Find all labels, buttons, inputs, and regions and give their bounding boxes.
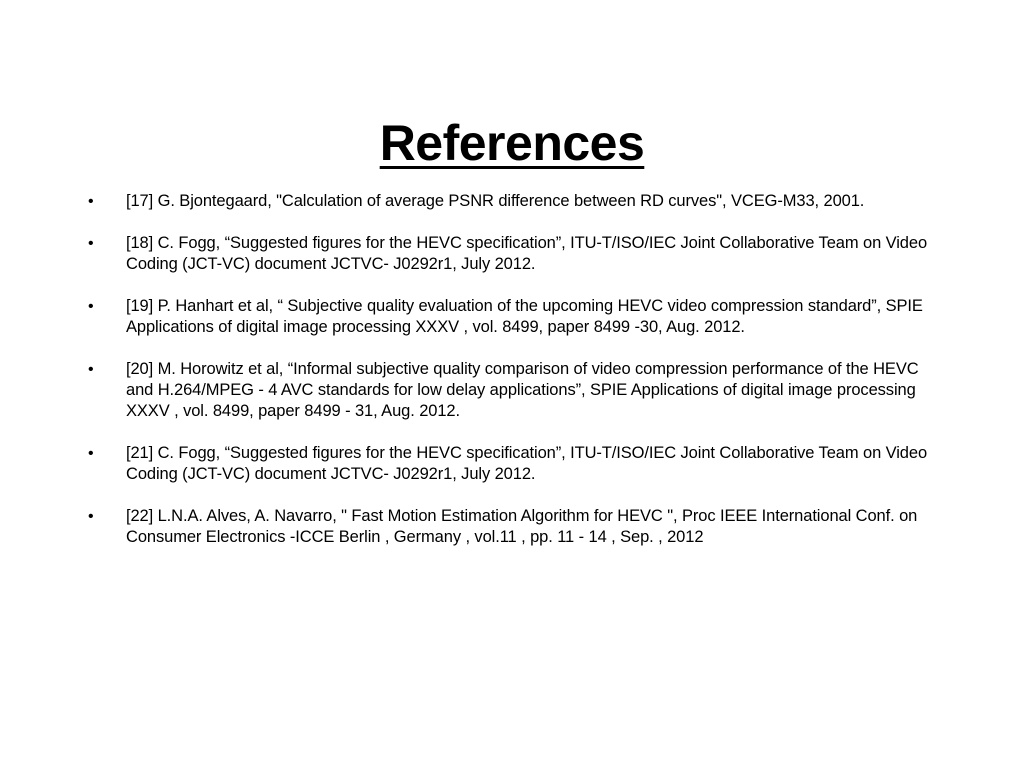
reference-text: [19] P. Hanhart et al, “ Subjective quality evaluation of the upcoming HEVC video compression standard”, SPIE Applications of digital image processing XXXV , vol. 8499, paper 8499 -30, Aug. 2012. [126,297,923,336]
reference-item [88,443,948,485]
reference-item [88,191,948,212]
slide-title [0,112,1024,174]
reference-item [88,359,948,422]
bullet-icon: • [88,298,94,315]
bullet-icon: • [88,193,94,210]
reference-text: [21] C. Fogg, “Suggested figures for the HEVC specification”, ITU-T/ISO/IEC Joint Collaborative Team on Video Coding (JCT-VC) document JCTVC- J0292r1, July 2012. [126,444,928,483]
bullet-icon: • [88,508,94,525]
bullet-icon: • [88,361,94,378]
reference-item [88,296,948,338]
reference-text: [20] M. Horowitz et al, “Informal subjective quality comparison of video compression performance of the HEVC and H.264/MPEG - 4 AVC standards for low delay applications”, SPIE Applications of digital image processing XXXV , vol. 8499, paper 8499 - 31, Aug. 2012. [126,360,919,420]
reference-item [88,233,948,275]
bullet-icon: • [88,445,94,462]
bullet-icon: • [88,235,94,252]
slide-title-text: References [379,114,645,171]
reference-text: [18] C. Fogg, “Suggested figures for the HEVC specification”, ITU-T/ISO/IEC Joint Collaborative Team on Video Coding (JCT-VC) document JCTVC- J0292r1, July 2012. [126,234,928,273]
reference-text: [22] L.N.A. Alves, A. Navarro, " Fast Motion Estimation Algorithm for HEVC ", Proc IEEE International Conf. on Consumer Electronics -ICCE Berlin , Germany , vol.11 , pp. 11 - 14 , Sep. , 2012 [126,507,918,546]
reference-list [88,191,948,569]
reference-text: [17] G. Bjontegaard, "Calculation of average PSNR difference between RD curves", VCEG-M33, 2001. [126,192,865,210]
reference-item [88,506,948,548]
